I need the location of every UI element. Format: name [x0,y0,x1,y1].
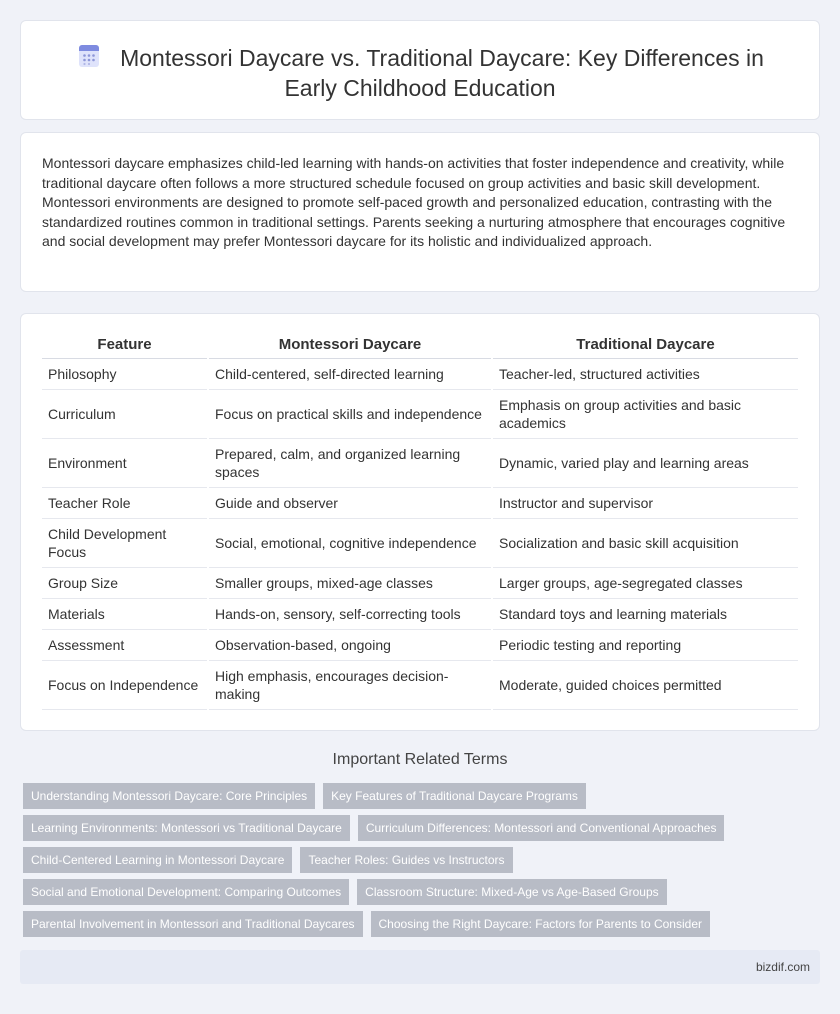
related-term-tag[interactable]: Choosing the Right Daycare: Factors for Parents to Consider [371,911,710,937]
traditional-cell: Instructor and supervisor [492,487,798,518]
table-row [42,598,798,629]
traditional-cell: Standard toys and learning materials [492,598,798,629]
tag-row [23,815,724,841]
intro-card [20,132,820,292]
table-row [42,518,798,567]
title-line-2: Early Childhood Education [284,75,556,101]
related-term-tag[interactable]: Classroom Structure: Mixed-Age vs Age-Based Groups [357,879,666,905]
related-term-tag[interactable]: Curriculum Differences: Montessori and Conventional Approaches [358,815,725,841]
related-term-tag[interactable]: Teacher Roles: Guides vs Instructors [300,847,512,873]
footer-site-link[interactable]: bizdif.com [755,960,810,974]
montessori-cell: Observation-based, ongoing [208,629,492,660]
feature-cell: Curriculum [42,389,208,438]
montessori-cell: Focus on practical skills and independence [208,389,492,438]
related-term-tag[interactable]: Child-Centered Learning in Montessori Daycare [23,847,292,873]
tag-row [23,847,513,873]
feature-cell: Philosophy [42,358,208,389]
feature-cell: Focus on Independence [42,660,208,709]
tag-row [23,783,586,809]
comparison-table [42,332,798,710]
tag-row [23,911,710,937]
related-term-tag[interactable]: Learning Environments: Montessori vs Traditional Daycare [23,815,350,841]
comparison-card [20,313,820,731]
table-row [42,629,798,660]
table-row [42,358,798,389]
montessori-cell: High emphasis, encourages decision-making [208,660,492,709]
table-header-row [42,332,798,358]
title-line-1: Montessori Daycare vs. Traditional Daycare: Key Differences in [120,45,764,71]
tag-row [23,879,667,905]
montessori-cell: Prepared, calm, and organized learning spaces [208,438,492,487]
related-term-tag[interactable]: Social and Emotional Development: Comparing Outcomes [23,879,349,905]
related-term-tag[interactable]: Key Features of Traditional Daycare Programs [323,783,586,809]
traditional-cell: Periodic testing and reporting [492,629,798,660]
montessori-cell: Social, emotional, cognitive independence [208,518,492,567]
feature-cell: Child Development Focus [42,518,208,567]
traditional-cell: Moderate, guided choices permitted [492,660,798,709]
feature-cell: Materials [42,598,208,629]
header-card [20,20,820,120]
traditional-cell: Socialization and basic skill acquisition [492,518,798,567]
header-montessori: Montessori Daycare [208,332,492,358]
traditional-cell: Emphasis on group activities and basic academics [492,389,798,438]
related-terms-title: Important Related Terms [332,751,508,768]
montessori-cell: Smaller groups, mixed-age classes [208,567,492,598]
feature-cell: Group Size [42,567,208,598]
table-row [42,438,798,487]
feature-cell: Assessment [42,629,208,660]
montessori-cell: Guide and observer [208,487,492,518]
feature-cell: Teacher Role [42,487,208,518]
table-row [42,660,798,709]
feature-cell: Environment [42,438,208,487]
table-row [42,487,798,518]
document-icon [76,43,102,69]
header-traditional: Traditional Daycare [492,332,798,358]
related-term-tag[interactable]: Parental Involvement in Montessori and Traditional Daycares [23,911,363,937]
montessori-cell: Hands-on, sensory, self-correcting tools [208,598,492,629]
page-title [21,43,819,103]
footer-bar [20,950,820,984]
header-feature: Feature [42,332,208,358]
intro-paragraph: Montessori daycare emphasizes child-led learning with hands-on activities that foster independence and creativity, while traditional daycare often follows a more structured schedule focused on group activities and basic skill development. Montessori environments are designed to promote self-paced growth and personalized education, contrasting with the standardized routines common in traditional settings. Parents seeking a nurturing atmosphere that encourages cognitive and social development may prefer Montessori daycare for its holistic and individualized approach. [42,155,786,249]
traditional-cell: Larger groups, age-segregated classes [492,567,798,598]
montessori-cell: Child-centered, self-directed learning [208,358,492,389]
traditional-cell: Dynamic, varied play and learning areas [492,438,798,487]
table-row [42,389,798,438]
table-row [42,567,798,598]
related-term-tag[interactable]: Understanding Montessori Daycare: Core Principles [23,783,315,809]
traditional-cell: Teacher-led, structured activities [492,358,798,389]
